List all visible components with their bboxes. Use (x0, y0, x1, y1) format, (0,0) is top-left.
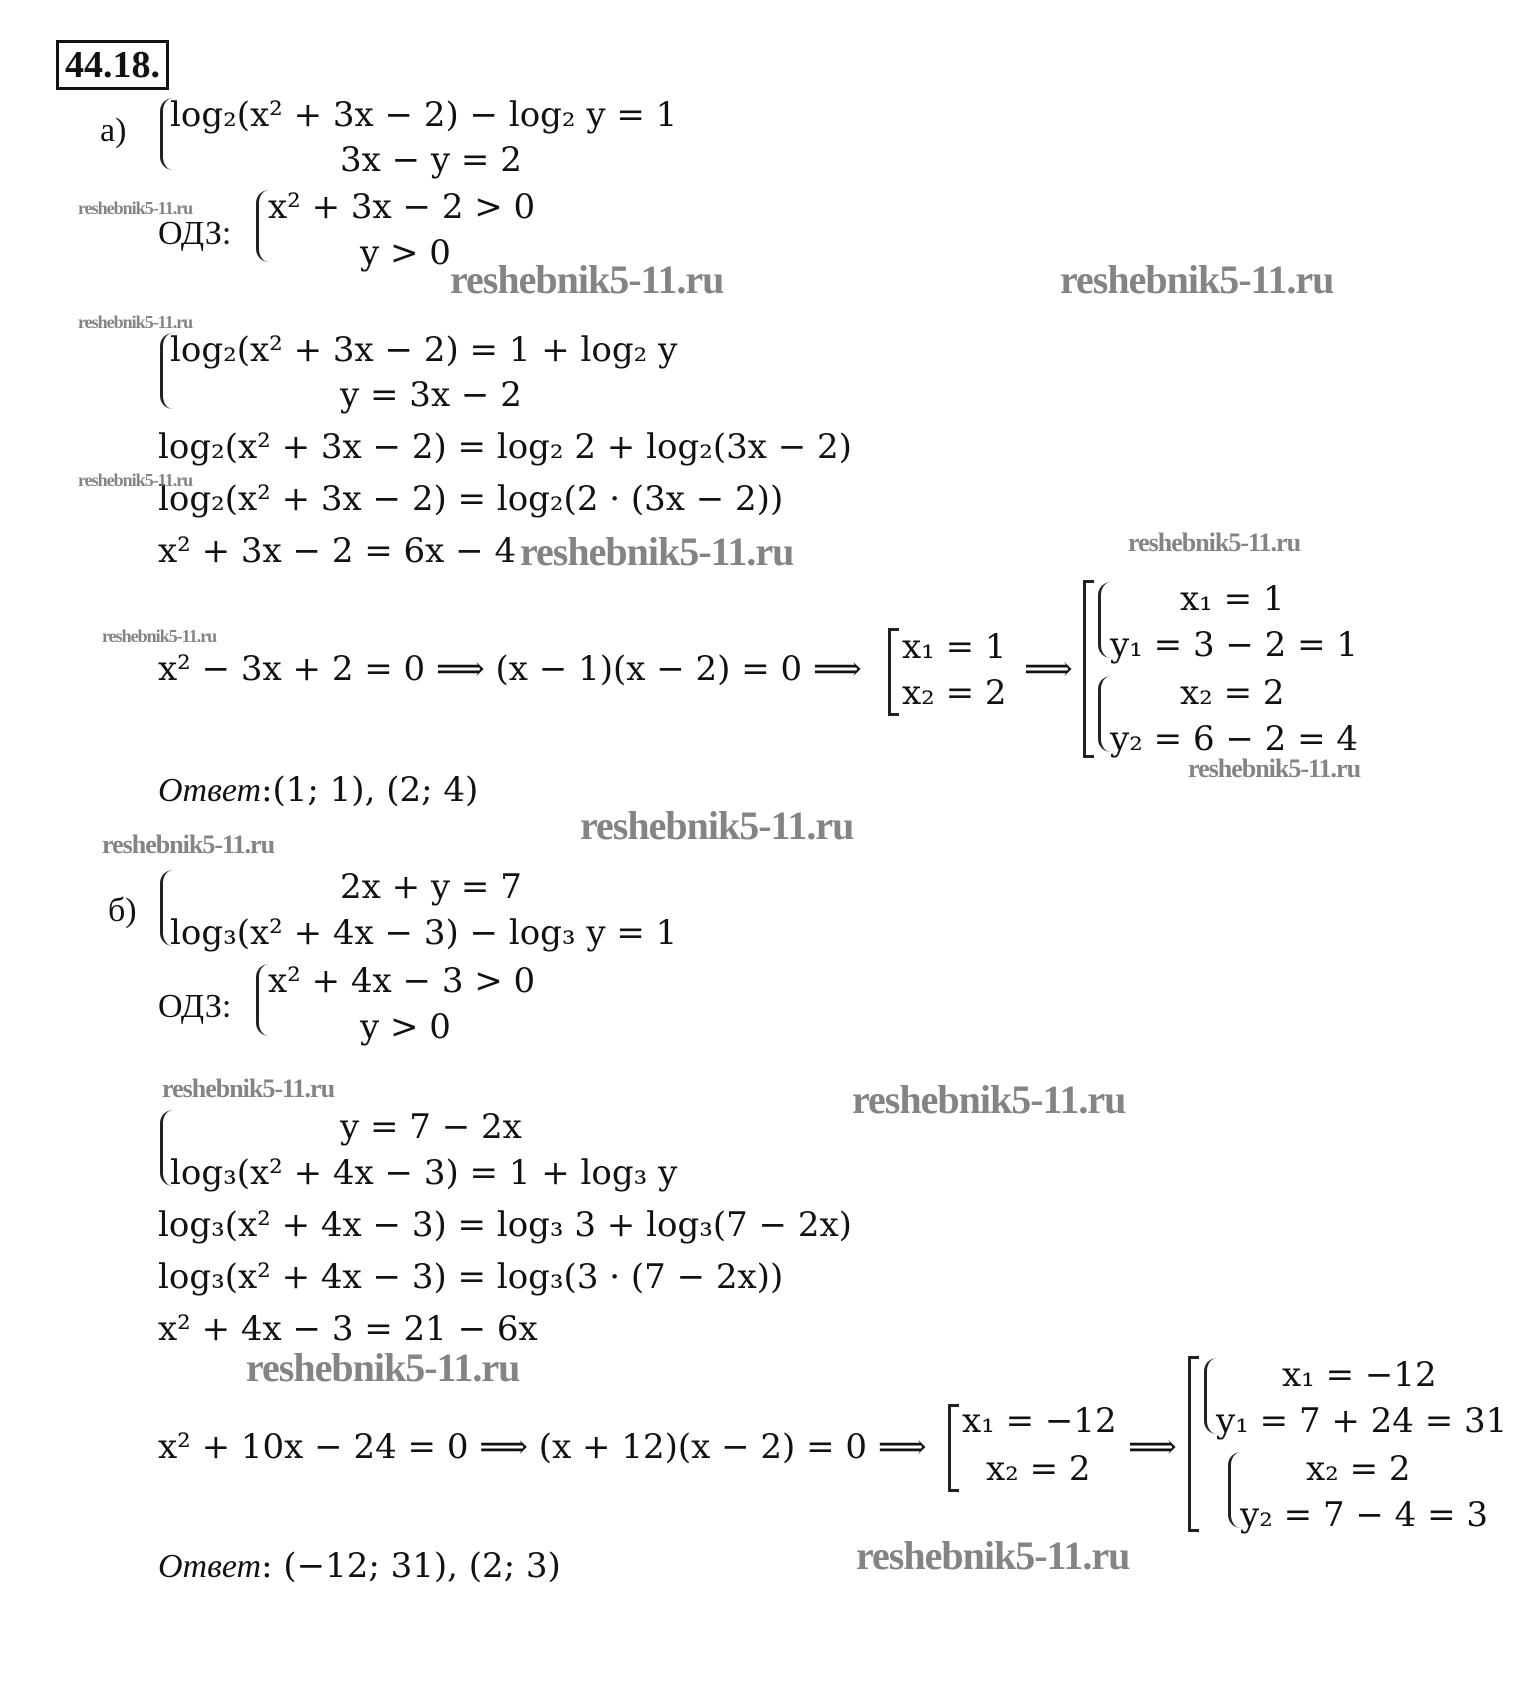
watermark: reshebnik5-11.ru (162, 1074, 335, 1103)
system-b-line1: 2x + y = 7 (340, 867, 522, 907)
system-a-line2: 3x − y = 2 (340, 140, 522, 180)
odz-b-line2: y > 0 (360, 1007, 451, 1047)
answer-b (158, 1548, 561, 1586)
watermark: reshebnik5-11.ru (78, 198, 193, 218)
watermark: reshebnik5-11.ru (78, 470, 193, 490)
answer-a-value: :(1; 1), (2; 4) (261, 770, 479, 810)
answer-a (158, 772, 478, 810)
system2-b-line1: y = 7 − 2x (340, 1107, 522, 1147)
solution-b2-y: y₂ = 7 − 4 = 3 (1240, 1495, 1489, 1535)
watermark: reshebnik5-11.ru (856, 1533, 1130, 1578)
root-b-2: x₂ = 2 (986, 1449, 1091, 1489)
system2-a-line2: y = 3x − 2 (340, 375, 522, 415)
solution-a1-y: y₁ = 3 − 2 = 1 (1110, 625, 1359, 665)
watermark: reshebnik5-11.ru (580, 803, 854, 848)
answer-b-label: Ответ (158, 1548, 262, 1585)
watermark: reshebnik5-11.ru (1188, 754, 1361, 783)
odz-b-label: ОДЗ: (158, 988, 232, 1025)
watermark: reshebnik5-11.ru (520, 529, 794, 574)
part-a-label: а) (100, 112, 127, 149)
solution-a2-x: x₂ = 2 (1180, 673, 1285, 713)
root-a-2: x₂ = 2 (902, 673, 1007, 713)
odz-b-line1: x² + 4x − 3 > 0 (268, 961, 536, 1001)
solution-a2-y: y₂ = 6 − 2 = 4 (1110, 719, 1359, 759)
step-a-3: x² + 3x − 2 = 6x − 4 (158, 531, 517, 571)
part-b-label: б) (108, 892, 137, 929)
watermark: reshebnik5-11.ru (1060, 257, 1334, 302)
system2-b-line2: log₃(x² + 4x − 3) = 1 + log₃ y (170, 1153, 678, 1193)
problem-number: 44.18. (56, 40, 169, 90)
step-b-4: x² + 10x − 24 = 0 ⟹ (x + 12)(x − 2) = 0 ⟹ (158, 1427, 927, 1467)
answer-b-value: : (−12; 31), (2; 3) (261, 1546, 561, 1586)
implies-b: ⟹ (1128, 1427, 1177, 1467)
answer-a-label: Ответ (158, 772, 262, 809)
step-b-3: x² + 4x − 3 = 21 − 6x (158, 1309, 538, 1349)
watermark: reshebnik5-11.ru (246, 1345, 520, 1390)
step-a-4: x² − 3x + 2 = 0 ⟹ (x − 1)(x − 2) = 0 ⟹ (158, 649, 862, 689)
step-b-2: log₃(x² + 4x − 3) = log₃(3 · (7 − 2x)) (158, 1257, 784, 1297)
watermark: reshebnik5-11.ru (450, 257, 724, 302)
step-a-1: log₂(x² + 3x − 2) = log₂ 2 + log₂(3x − 2) (158, 427, 852, 467)
watermark: reshebnik5-11.ru (102, 830, 275, 859)
root-a-1: x₁ = 1 (902, 627, 1007, 667)
roots-b-bracket (948, 1404, 959, 1492)
system2-a-line1: log₂(x² + 3x − 2) = 1 + log₂ y (170, 330, 678, 370)
root-b-1: x₁ = −12 (962, 1401, 1117, 1441)
solution-b2-x: x₂ = 2 (1306, 1449, 1411, 1489)
step-b-1: log₃(x² + 4x − 3) = log₃ 3 + log₃(7 − 2x) (158, 1205, 852, 1245)
solution-b1-x: x₁ = −12 (1282, 1355, 1437, 1395)
watermark: reshebnik5-11.ru (102, 626, 217, 646)
roots-a-bracket (888, 628, 899, 716)
system-a-line1: log₂(x² + 3x − 2) − log₂ y = 1 (170, 95, 678, 135)
system-b-line2: log₃(x² + 4x − 3) − log₃ y = 1 (170, 913, 678, 953)
odz-a-label: ОДЗ: (158, 215, 232, 252)
solutions-a-bracket (1083, 580, 1094, 758)
solution-a1-x: x₁ = 1 (1180, 579, 1285, 619)
solution-b1-y: y₁ = 7 + 24 = 31 (1216, 1401, 1508, 1441)
step-a-2: log₂(x² + 3x − 2) = log₂(2 · (3x − 2)) (158, 479, 784, 519)
odz-a-line2: y > 0 (360, 233, 451, 273)
implies-a: ⟹ (1024, 649, 1073, 689)
watermark: reshebnik5-11.ru (1128, 528, 1301, 557)
watermark: reshebnik5-11.ru (78, 312, 193, 332)
odz-a-line1: x² + 3x − 2 > 0 (268, 187, 536, 227)
watermark: reshebnik5-11.ru (852, 1077, 1126, 1122)
solutions-b-bracket (1188, 1356, 1199, 1532)
